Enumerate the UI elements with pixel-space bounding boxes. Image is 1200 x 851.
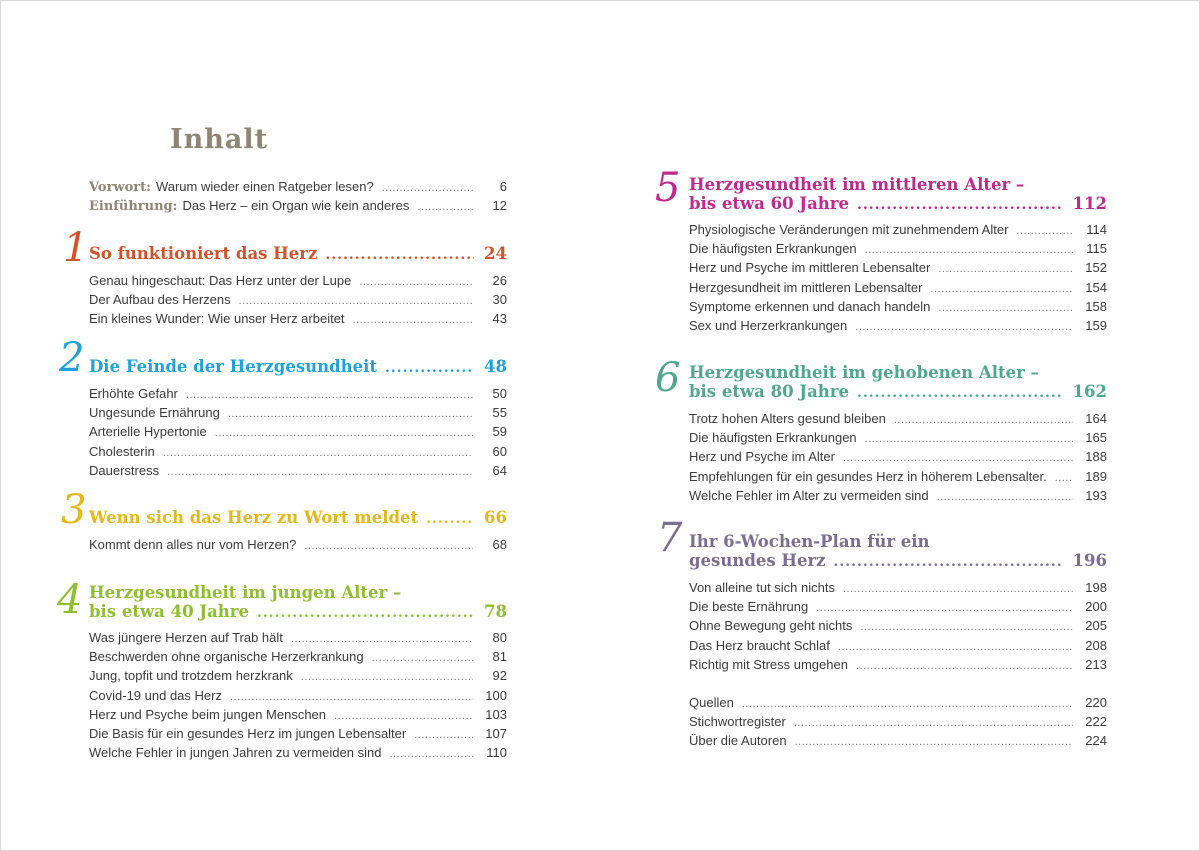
chapter-page: 196	[1072, 551, 1107, 570]
toc-entry[interactable]	[689, 316, 1107, 335]
chapter-1-number: 1	[63, 225, 89, 271]
toc-entry[interactable]	[689, 655, 1107, 674]
chapter-page: 78	[484, 602, 507, 621]
chapter-page: 48	[484, 357, 507, 376]
toc-entry[interactable]	[89, 724, 507, 743]
toc-entry[interactable]	[689, 636, 1107, 655]
toc-entry-stichwortregister[interactable]	[689, 712, 1107, 731]
chapter-title: bis etwa 60 Jahre	[689, 194, 849, 213]
chapter-4-entries	[89, 628, 507, 762]
entry-page: 80	[492, 630, 507, 645]
entry-label: Das Herz braucht Schlaf	[689, 637, 830, 653]
entry-page: 110	[486, 745, 507, 761]
entry-label: Ein kleines Wunder: Wie unser Herz arbeitet	[89, 311, 345, 327]
toc-entry[interactable]	[89, 686, 507, 705]
dot-leader	[186, 386, 473, 405]
dot-leader	[865, 430, 1073, 449]
toc-entry[interactable]	[89, 743, 507, 762]
entry-page: 213	[1085, 656, 1107, 672]
entry-label: Die Basis für ein gesundes Herz im jungen Lebensalter	[89, 725, 407, 741]
dot-leader	[930, 280, 1073, 299]
entry-label: Das Herz – ein Organ wie kein anderes	[182, 198, 410, 214]
entry-label: Was jüngere Herzen auf Trab hält	[89, 630, 283, 645]
toc-entry[interactable]	[689, 428, 1107, 447]
entry-label: Sex und Herzerkrankungen	[689, 317, 848, 333]
chapter-title: Ihr 6-Wochen-Plan für ein	[689, 532, 930, 551]
dot-leader	[794, 714, 1073, 733]
dot-leader	[215, 424, 473, 443]
dot-leader	[304, 537, 473, 556]
entry-page: 154	[1085, 279, 1107, 295]
entry-page: 55	[492, 405, 507, 421]
toc-entry[interactable]	[89, 461, 507, 480]
toc-entry[interactable]	[689, 239, 1107, 258]
entry-page: 68	[492, 537, 507, 552]
entry-page: 188	[1085, 449, 1107, 465]
dot-leader	[856, 657, 1073, 676]
entry-page: 50	[492, 386, 507, 401]
entry-page: 92	[492, 668, 507, 684]
dot-leader	[372, 649, 473, 668]
entry-page: 220	[1085, 695, 1107, 710]
entry-label: Cholesterin	[89, 443, 155, 459]
entry-label: Herz und Psyche im Alter	[689, 449, 835, 465]
toc-entry[interactable]	[89, 535, 507, 554]
dot-leader	[843, 580, 1073, 599]
entry-page: 224	[1085, 733, 1107, 749]
chapter-title: Die Feinde der Herzgesundheit	[89, 357, 378, 376]
chapter-6-entries	[689, 409, 1107, 505]
entry-page: 59	[492, 424, 507, 440]
entry-page: 159	[1085, 317, 1107, 333]
entry-page: 114	[1086, 222, 1107, 237]
dot-leader	[325, 246, 474, 265]
entry-label: Dauerstress	[89, 462, 160, 478]
chapter-7-number: 7	[657, 515, 683, 561]
dot-leader	[834, 553, 1063, 572]
toc-entry[interactable]	[89, 309, 507, 328]
entry-label: Warum wieder einen Ratgeber lesen?	[155, 179, 374, 194]
chapter-title: Wenn sich das Herz zu Wort meldet	[89, 508, 419, 527]
entry-label: Jung, topfit und trotzdem herzkrank	[89, 668, 293, 684]
chapter-7-entries	[689, 578, 1107, 674]
dot-leader	[417, 198, 473, 217]
entry-label: Genau hingeschaut: Das Herz unter der Lupe	[89, 273, 352, 288]
entry-page: 43	[492, 311, 507, 327]
toc-entry[interactable]	[689, 278, 1107, 297]
dot-leader	[389, 745, 473, 764]
chapter-3-number: 3	[61, 487, 87, 533]
entry-page: 115	[1086, 241, 1107, 257]
toc-entry[interactable]	[89, 403, 507, 422]
entry-label: Ohne Bewegung geht nichts	[689, 618, 853, 634]
entry-label: Welche Fehler im Alter zu vermeiden sind	[689, 487, 929, 503]
chapter-1-heading[interactable]	[89, 244, 507, 265]
toc-entry-einfuehrung[interactable]	[89, 196, 507, 215]
dot-leader	[838, 638, 1073, 657]
entry-label: Physiologische Veränderungen mit zunehmendem Alter	[689, 222, 1009, 237]
dot-leader	[385, 359, 474, 378]
chapter-3-entries	[89, 535, 507, 554]
toc-entry[interactable]	[89, 647, 507, 666]
intro-section	[89, 177, 507, 215]
toc-entry[interactable]	[689, 220, 1107, 239]
entry-page: 164	[1085, 411, 1107, 426]
dot-leader	[795, 733, 1073, 752]
toc-entry[interactable]	[689, 258, 1107, 277]
entry-label: Die häufigsten Erkrankungen	[689, 430, 857, 446]
chapter-4-number: 4	[57, 577, 83, 623]
entry-page: 158	[1085, 298, 1107, 314]
chapter-5-entries	[689, 220, 1107, 335]
dot-leader	[938, 260, 1073, 279]
entry-prefix: Einführung:	[89, 199, 178, 215]
entry-page: 189	[1085, 468, 1107, 484]
entry-page: 198	[1085, 580, 1107, 595]
entry-label: Kommt denn alles nur vom Herzen?	[89, 537, 297, 552]
entry-page: 6	[499, 179, 507, 194]
entry-label: Ungesunde Ernährung	[89, 405, 220, 421]
dot-leader	[855, 318, 1073, 337]
chapter-6-heading[interactable]	[689, 363, 1107, 403]
toc-entry[interactable]	[89, 442, 507, 461]
entry-label: Empfehlungen für ein gesundes Herz in höherem Lebensalter.	[689, 468, 1047, 484]
chapter-2-number: 2	[59, 335, 85, 381]
chapter-4-heading[interactable]	[89, 583, 507, 623]
entry-page: 107	[485, 725, 507, 741]
toc-entry[interactable]	[89, 705, 507, 724]
entry-page: 60	[492, 443, 507, 459]
dot-leader	[301, 668, 473, 687]
entry-page: 152	[1085, 260, 1107, 276]
dot-leader	[742, 695, 1073, 714]
toc-entry[interactable]	[689, 409, 1107, 428]
dot-leader	[257, 604, 474, 623]
chapter-6-number: 6	[655, 355, 681, 401]
dot-leader	[894, 411, 1073, 430]
dot-leader	[228, 405, 473, 424]
chapter-7-heading[interactable]	[689, 532, 1107, 572]
entry-page: 81	[492, 649, 507, 665]
entry-label: Covid-19 und das Herz	[89, 687, 222, 703]
toc-entry[interactable]	[689, 616, 1107, 635]
entry-label: Quellen	[689, 695, 734, 710]
toc-entry[interactable]	[89, 666, 507, 685]
entry-page: 205	[1085, 618, 1107, 634]
entry-label: Herzgesundheit im mittleren Lebensalter	[689, 279, 923, 295]
toc-entry-autoren[interactable]	[689, 731, 1107, 750]
entry-label: Welche Fehler in jungen Jahren zu vermeiden sind	[89, 745, 382, 761]
dot-leader	[414, 726, 473, 745]
toc-entry[interactable]	[689, 578, 1107, 597]
chapter-page: 24	[484, 244, 507, 263]
chapter-page: 66	[484, 508, 507, 527]
dot-leader	[938, 299, 1073, 318]
dot-leader	[857, 196, 1063, 215]
entry-page: 64	[492, 462, 507, 478]
chapter-title: gesundes Herz	[689, 551, 826, 570]
toc-entry[interactable]	[89, 271, 507, 290]
entry-page: 30	[492, 292, 507, 308]
dot-leader	[167, 463, 473, 482]
dot-leader	[163, 444, 473, 463]
entry-page: 208	[1085, 637, 1107, 653]
chapter-5-number: 5	[655, 165, 681, 211]
entry-label: Herz und Psyche im mittleren Lebensalter	[689, 260, 931, 276]
entry-page: 12	[492, 198, 507, 214]
toc-entry[interactable]	[689, 486, 1107, 505]
chapter-title: So funktioniert das Herz	[89, 244, 318, 263]
dot-leader	[937, 488, 1073, 507]
entry-page: 165	[1085, 430, 1107, 446]
toc-entry[interactable]	[89, 384, 507, 403]
dot-leader	[426, 510, 474, 529]
entry-page: 100	[485, 687, 507, 703]
chapter-page: 162	[1072, 382, 1107, 401]
chapter-title: Herzgesundheit im mittleren Alter –	[689, 175, 1025, 194]
page-title: Inhalt	[170, 124, 269, 155]
entry-page: 193	[1085, 487, 1107, 503]
appendix-section	[689, 693, 1107, 751]
dot-leader	[1055, 469, 1073, 488]
entry-label: Stichwortregister	[689, 714, 786, 730]
toc-entry[interactable]	[689, 467, 1107, 486]
toc-entry-quellen[interactable]	[689, 693, 1107, 712]
chapter-page: 112	[1072, 194, 1107, 213]
dot-leader	[353, 311, 473, 330]
dot-leader	[359, 273, 473, 292]
toc-entry[interactable]	[689, 447, 1107, 466]
entry-label: Der Aufbau des Herzens	[89, 292, 231, 308]
toc-entry[interactable]	[89, 422, 507, 441]
entry-label: Herz und Psyche beim jungen Menschen	[89, 706, 327, 722]
toc-entry[interactable]	[89, 290, 507, 309]
chapter-title: bis etwa 80 Jahre	[689, 382, 849, 401]
entry-label: Über die Autoren	[689, 733, 787, 749]
entry-page: 222	[1085, 714, 1107, 730]
chapter-2-entries	[89, 384, 507, 480]
entry-label: Von alleine tut sich nichts	[689, 580, 835, 595]
chapter-2-heading[interactable]	[89, 357, 507, 378]
toc-entry[interactable]	[689, 297, 1107, 316]
entry-label: Die häufigsten Erkrankungen	[689, 241, 857, 257]
toc-entry[interactable]	[689, 597, 1107, 616]
chapter-title: Herzgesundheit im jungen Alter –	[89, 583, 402, 602]
entry-page: 26	[492, 273, 507, 288]
chapter-title: bis etwa 40 Jahre	[89, 602, 249, 621]
entry-page: 200	[1085, 599, 1107, 615]
entry-label: Arterielle Hypertonie	[89, 424, 207, 440]
chapter-title: Herzgesundheit im gehobenen Alter –	[689, 363, 1039, 382]
entry-label: Die beste Ernährung	[689, 599, 809, 615]
entry-label: Symptome erkennen und danach handeln	[689, 298, 931, 314]
toc-entry-vorwort[interactable]	[89, 177, 507, 196]
chapter-5-heading[interactable]	[689, 175, 1107, 215]
entry-label: Erhöhte Gefahr	[89, 386, 178, 401]
entry-label: Trotz hohen Alters gesund bleiben	[689, 411, 886, 426]
toc-entry[interactable]	[89, 628, 507, 647]
dot-leader	[860, 618, 1073, 637]
chapter-1-entries	[89, 271, 507, 329]
chapter-3-heading[interactable]	[89, 508, 507, 529]
dot-leader	[857, 384, 1063, 403]
entry-prefix: Vorwort:	[89, 180, 151, 195]
entry-page: 103	[485, 706, 507, 722]
entry-label: Richtig mit Stress umgehen	[689, 656, 848, 672]
dot-leader	[1016, 222, 1073, 241]
dot-leader	[816, 599, 1073, 618]
entry-label: Beschwerden ohne organische Herzerkrankung	[89, 649, 364, 665]
